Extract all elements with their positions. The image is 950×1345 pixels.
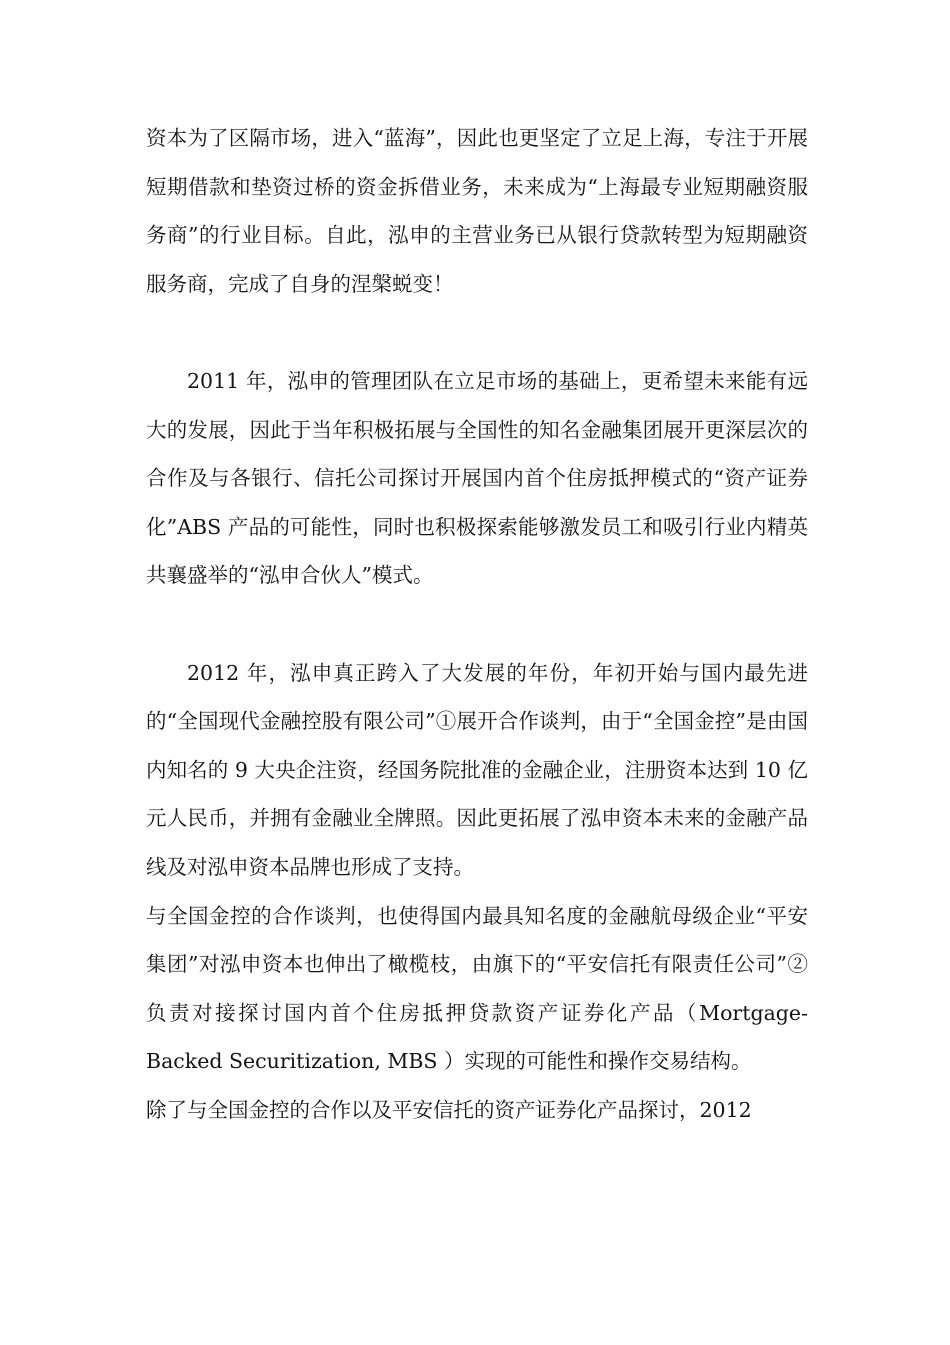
paragraph-gap (146, 600, 808, 649)
document-body (146, 114, 808, 1134)
paragraph-gap (146, 308, 808, 357)
paragraph-2012: 2012 年，泓申真正跨入了大发展的年份，年初开始与国内最先进的“全国现代金融控股有限公司”①展开合作谈判，由于“全国金控”是由国内知名的 9 大央企注资，经国务院批准的金融企业，注册资本达到 10 亿元人民币，并拥有金融业全牌照。因此更拓展了泓申资本未来的金融产品线及对泓申资本品牌也形成了支持。 (146, 660, 808, 879)
paragraph-other-cooperation: 除了与全国金控的合作以及平安信托的资产证券化产品探讨，2012 (146, 1097, 752, 1122)
paragraph-intro-continuation: 资本为了区隔市场，进入“蓝海”，因此也更坚定了立足上海，专注于开展短期借款和垫资过桥的资金拆借业务，未来成为“上海最专业短期融资服务商”的行业目标。自此，泓申的主营业务已从银行贷款转型为短期融资服务商，完成了自身的涅槃蜕变！ (146, 126, 808, 296)
paragraph-pingan: 与全国金控的合作谈判，也使得国内最具知名度的金融航母级企业“平安集团”对泓申资本也伸出了橄榄枝，由旗下的“平安信托有限责任公司”②负责对接探讨国内首个住房抵押贷款资产证券化产品（Mortgage-Backed Securitization, MBS ）实现的可能性和操作交易结构。 (146, 903, 808, 1074)
paragraph-2011: 2011 年，泓申的管理团队在立足市场的基础上，更希望未来能有远大的发展，因此于当年积极拓展与全国性的知名金融集团展开更深层次的合作及与各银行、信托公司探讨开展国内首个住房抵押模式的“资产证券化”ABS 产品的可能性，同时也积极探索能够激发员工和吸引行业内精英共襄盛举的“泓申合伙人”模式。 (146, 368, 808, 588)
